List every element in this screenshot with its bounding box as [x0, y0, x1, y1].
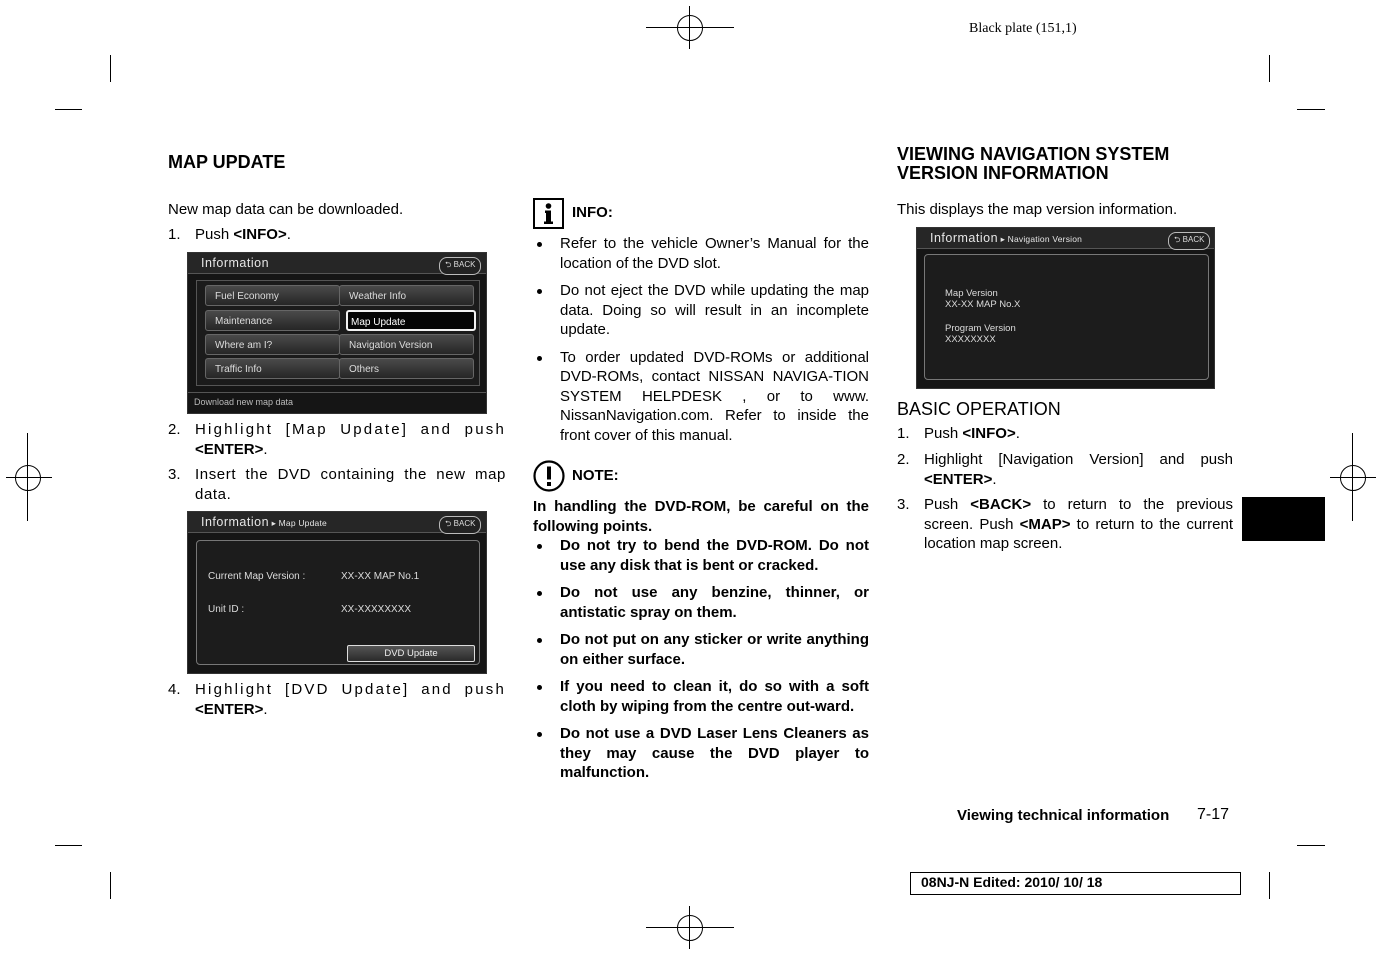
fuel-economy-button[interactable]: Fuel Economy [205, 285, 340, 306]
list-item: Do not use a DVD Laser Lens Cleaners as they may cause the DVD player to malfunction. [533, 724, 869, 783]
note-bullet-list [533, 536, 869, 791]
screen-footer-hint: Download new map data [194, 397, 294, 407]
list-item: Do not try to bend the DVD-ROM. Do not use any disk that is bent or cracked. [533, 536, 869, 575]
maintenance-button[interactable]: Maintenance [205, 310, 340, 331]
list-item: Do not eject the DVD while updating the map data. Doing so will result in an incomplete update. [533, 281, 869, 340]
section-tab [1242, 497, 1325, 541]
footer-section-title: Viewing technical information [957, 807, 1170, 824]
note-label: NOTE: [572, 467, 619, 484]
map-update-heading: MAP UPDATE [168, 152, 286, 172]
info-bullet-list [533, 234, 869, 453]
list-item: To order updated DVD-ROMs or additional DVD-ROMs, contact NISSAN NAVIGA-TION SYSTEM HELPDESK , or to www. NissanNavigation.com. Refer to inside the front cover of this manual. [533, 348, 869, 446]
viewing-navigation-intro: This displays the map version information. [897, 201, 1178, 218]
screen-title: Information [201, 256, 270, 270]
step-number: 1. [168, 226, 181, 243]
info-label: INFO: [572, 204, 613, 221]
basic-step-1: 1. Push <INFO>. [897, 425, 1020, 442]
navigation-version-screen [916, 227, 1215, 389]
screen-title: Information ▸ Map Update [201, 515, 327, 529]
screen-title: Information ▸ Navigation Version [930, 231, 1083, 245]
where-am-i-button[interactable]: Where am I? [205, 334, 340, 355]
back-button[interactable]: ⮌ BACK [1168, 232, 1210, 250]
back-button[interactable]: ⮌ BACK [439, 257, 481, 275]
step-2: 2. Highlight [Map Update] and push <ENTER>. [168, 421, 506, 458]
step-1: 1. Push <INFO>. [168, 226, 291, 243]
program-version-label: Program Version [945, 323, 1016, 334]
edited-stamp: 08NJ-N Edited: 2010/ 10/ 18 [910, 872, 1241, 895]
map-version-value: XX-XX MAP No.X [945, 299, 1021, 310]
dvd-update-button[interactable]: DVD Update [347, 645, 475, 662]
page-number: 7-17 [1197, 806, 1230, 823]
map-version-label: Map Version [945, 288, 998, 299]
map-update-screen [187, 511, 487, 674]
list-item: Do not put on any sticker or write anything on either surface. [533, 630, 869, 669]
back-button[interactable]: ⮌ BACK [439, 516, 481, 534]
map-update-intro: New map data can be downloaded. [168, 201, 404, 218]
list-item: Do not use any benzine, thinner, or antistatic spray on them. [533, 583, 869, 622]
traffic-info-button[interactable]: Traffic Info [205, 358, 340, 379]
basic-step-3: 3. Push <BACK> to return to the previous screen. Push <MAP> to return to the current location map screen. [897, 496, 1234, 552]
map-update-button[interactable]: Map Update [346, 310, 476, 331]
others-button[interactable]: Others [339, 358, 474, 379]
note-icon [533, 460, 565, 492]
info-icon [533, 198, 564, 229]
basic-step-2: 2. Highlight [Navigation Version] and push <ENTER>. [897, 451, 1233, 488]
unit-id-value: XX-XXXXXXXX [341, 604, 412, 615]
step-4: 4. Highlight [DVD Update] and push <ENTER>. [168, 681, 506, 718]
plate-label: Black plate (151,1) [969, 21, 1077, 36]
current-map-version-value: XX-XX MAP No.1 [341, 571, 420, 582]
note-intro: In handling the DVD-ROM, be careful on the following points. [533, 498, 869, 535]
program-version-value: XXXXXXXX [945, 334, 996, 345]
weather-info-button[interactable]: Weather Info [339, 285, 474, 306]
information-menu-screen [187, 252, 487, 414]
navigation-version-button[interactable]: Navigation Version [339, 334, 474, 355]
list-item: If you need to clean it, do so with a soft cloth by wiping from the centre out-ward. [533, 677, 869, 716]
current-map-version-label: Current Map Version : [208, 571, 306, 582]
step-3: 3. Insert the DVD containing the new map data. [168, 466, 506, 503]
viewing-navigation-heading: VIEWING NAVIGATION SYSTEM VERSION INFORMATION [897, 144, 1170, 183]
basic-operation-heading: BASIC OPERATION [897, 399, 1061, 419]
list-item: Refer to the vehicle Owner’s Manual for the location of the DVD slot. [533, 234, 869, 273]
unit-id-label: Unit ID : [208, 604, 245, 615]
